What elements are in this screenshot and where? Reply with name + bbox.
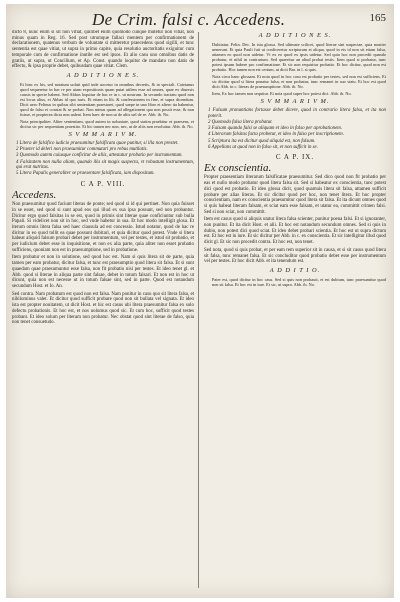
chapter-heading: C A P. IX.: [275, 153, 315, 162]
summary-item: 4 Falsitatem non nulla aliam, quando illa sit magis suspecta, vt robustum instrumentum, qui erat nutritus.: [16, 159, 194, 171]
left-column: [12, 30, 194, 592]
summary-item: 1 Litera de falsifico iudicio praesumitur falsificata quae punitur, si illa non prestet.: [16, 140, 179, 146]
opening-text: dicto 8, nunc enim si sit non vitiat, quilibet enim quomodo cunque mutetur non vitiat, non minus quam in Reg. 16. Sed post utrumque fallaci mentem per confirmationem de declarationem, quatenus verbum de voluntate si mitteretur praecedens quod sigilli, et tunc sententia est quae vitiat, ut supra in primo capite, quia resolutio auctoritatis exiguitur cum temporale cum de confirmatione inutile est sed ipsos. Et alio casu uno omnibus datis de gratiis, ut supra, ut Concilium, et Ap. Const. quando loquitur de mandato non datis de effectu, & ipsa proprie debet, quibusdam quae vitiat. Clem.: [12, 30, 194, 70]
document-page: [6, 4, 394, 598]
addition-text: Et hinc ex his, sed notatum uoluit quid inde uocetur in omnibus decretis, & in speciali. Caietanus quod sequeretur in hac re per uiam expositionis quam putat utilem esse ad omnes, quae ex diuersis causis in specie habent. Sed Abbas loquitur de hac re in c. ut nostrum. In secundo tractatu quod non est locus alius, et Abbas id quo iuris. Et etiam in lib. & confessionem in fine, et supra dicendum. Dicit uero Felinus in quibus sibi sententiam praestaret, quod saepe in uno libro et altero ita habentur, quod de falso ei constat & se probat. Non minus quam ad allegationem qua non possit esse, & non fuisse, et propterea dicta non ualeat. Item haec de non ut de aliis uel de re. Abb. ib. No.: [20, 81, 194, 117]
column-divider: [198, 32, 199, 588]
summary-item: 1 Falsum pronuntians fortasse debet dicere, quod in contrario litera falsa, et ita non poterit.: [208, 108, 386, 119]
running-title: De Crim. falsi c. Accedens.: [92, 10, 286, 29]
page-header: [6, 10, 394, 32]
summary-item: 5 Litera Papalis generaliter se praesentare falsificata, iam dispositum.: [16, 171, 155, 177]
chapter-text-3: Sed contra. Nam probatum est quod non est falsa. Nam ponitur in casu quo sit litera falsa, et nihilominus valet. Et dicitur quod sufficit probare quod non sit bullata vel signata. Et ideo ista est propter nouitatem, ut dicit Host. et hic est casus ubi litera praesumitur falsa ex solo defectu probationis. Et hoc est, et nos uolumus quod sic. Et cum hoc, sufficit quod testes probant. Et ideo solum per literam non probatur. Nec obstat quod sint literae de falso, quia non tenet consuetudo.: [12, 291, 194, 326]
chapter-incipit: Ex conscientia.: [204, 162, 272, 175]
addition-text-2: Nota circa hanc glossam. Et nota quod in hoc casu est probatio per testes, sed non est sufficiens. Et sic dicitur quod si litera ponatur falsa, et non probatur, tunc remanet in suo statu. Et hoc est quod dicit Abb. in c. literas de praesumptione. Abb. ib. No.: [212, 74, 386, 89]
summary-item: 5 Scriptura ita est dicitur quod aliquid est, non falsum.: [208, 138, 316, 144]
summary-item: 6 Appellans ut quod non in falso sit, et non sufficit in se.: [208, 144, 318, 150]
addition-heading: A D D I T I O N E S.: [258, 32, 332, 39]
addition-text-2: Nota principaliter. Aliter sententiam, quod autem in uoluntate, quod statim praebitur et praesens, et dicitur sic per sequentiam praestito. Et hic tamen nec non, nec, ut de aliis non resoluitur. Abb. ib. No.: [20, 118, 194, 129]
summary-list: [204, 108, 386, 150]
summary-list: [12, 141, 194, 177]
chapter-text-3: Sed nota, quod si quis probat, et per eam rem superior sit in causa, et si sit casus quod litera sit falsa, tunc remanet falsa. Et sic concluditur quod probatio debet esse per instrumentum vel per testes. Et hoc dicit Abb. et ita tenendum est.: [204, 247, 386, 265]
addition-text-3: Item, Ex hoc tamen non sequitur. Et nota quod super hoc potest dici. Abb. ib. No.: [212, 91, 352, 96]
chapter-incipit: Accedens.: [12, 189, 57, 202]
summary-item: 2 Praeter id deleri non praesumitur commutari pro rebus mutilatis.: [16, 147, 148, 153]
page-number: 165: [369, 12, 386, 24]
chapter-heading: C A P. VIII.: [80, 180, 126, 189]
summary-heading: S V M M A R I V M.: [68, 130, 138, 138]
summary-item: 3 Quomodo autem cuiusque conficitur de aliis, attestatur probatio per instrumentum.: [16, 153, 183, 159]
summary-item: 4 Literarum falsitas facta probetur, et ideo in falso per inscriptionem.: [208, 132, 344, 138]
right-column: [204, 30, 386, 592]
summary-heading: S V M M A R I V M.: [260, 98, 330, 105]
addition-text: Dubitatur. Felin. Dec. In ista glossa. Sed ultimate scilicet, quod literae sint suspectae, quia nouiter uenerunt. Et quia Pauli fuit ut conficeretur scripturam et aliqua, quod in eis id non sit etiam falsa, attamen eo quod non uidetur. Vt ex eo quod ex ipsis uidetur. Sed quia hoc non procedit quando probatur, et nihil in contrarium. Sed quaeritur an aliud probat testis. Item quod si probatur, tunc potest ipsum habere pro confirmatione. Et sic non requiritur probatio. Et hoc dicitur, quod non est probatio. Hoc tamen non est certum, ut dicit Bar. in l. si quis.: [212, 42, 386, 72]
addition-text-4: Pater est, quod dicitur in hoc casu. Sed si quis non probauit, et est dubium, tunc praesumitur quod non sit falsa. Et hoc est in iure. Et sic, ut supra. Abb. ib. No.: [212, 276, 386, 287]
chapter-text-2: Item probatur et non in solutione, sed quod hoc est. Nam si quis litera sit de parte, quia tamen per eam probatur, dicitur falsa, et tunc est praesumptio quod litera sit falsa. Et si sunt quaedam quae praesumuntur esse falsa, non fit probatio nisi per testes. Et ideo tenet gl. et Abb. quod si literae in aliqua parte sint falsae, debet in totum falsari. Et non est in hoc ut dicunt, quia non est necesse ut in totum falsae sint, sed in parte. Quod est notandum secundum Host. et Io. An.: [12, 255, 194, 289]
summary-item: 3 Falsam quando falsi se aliquam et ideo in falso per aprobationem.: [208, 126, 343, 132]
chapter-text-2: Item est casus quod si aliquis utatur litera falsa scienter, punitur poena falsi. Et si ignoranter, non punitur. Et ita dicit Host. et alii. Et hoc est notandum secundum omnes. Sed si quis in dubio, non potest dici quod sciat. Et ideo debet probari scientia. Et hoc est ut supra dictum est. Et hoc est in iure. Et sic dicitur per Abb. in c. ex conscientia. Et sic intelligitur illud quod dicit gl. Et sic non procedit contra. Et hoc est, non tenet.: [204, 217, 386, 246]
chapter-text: Non praesumitur quod faciunt literas de ponte; sed quod si id qui pertinet. Non quia fuisset in se esset, sed quod si sunt apud eos qui illud ex sua ipsa possunt, sed non probantur. Dicitur ergo quod falsitas in se est, quod in primis sint literae quae conficiuntur sub bulla Papali. Si videlicet non sit in hoc, sed vnde habetur in sua. Et hoc modo intelligit glosa. Et iterum omnis litera falsa sed haec clausula ad est concessio. Istud notatur, quod de hac re dicitur in eo quod tollit ea quae possunt dubitari, et quia dicitur quod potest. Vnde si litera habeat aliquid falsum probari debet per instrumentum, vel per testes, et istud sit probatio, et per iudicium debet esse in inquisitione, et non ex alia parte, quia aliter non esset probatio sufficiens, quoniam non est in praesumptione, sed in probatione.: [12, 202, 194, 253]
chapter-text: Propter praesentiam literarum falsificatae praesumitur. Sed dico quod non fit probatio per eas et nullo modo probatur quod litera falsa sit. Sed si habeatur ex conscientia, tunc potest dici quod est probatio. Et ideo glossa dicit, quod quamuis litera sit falsa, attamen sufficit probare per alias literas. Et sic dicitur quod per hoc, non tenet litera. Et hoc propter conscientiam, nam ex conscientia praesumitur quod litera sit falsa. Et ita dicunt omnes quod si quis habeat literam falsam, et sciat eam esse falsam, et utatur ea, committit crimen falsi. Sed si non sciat, non committit.: [204, 175, 386, 215]
summary-item: 2 Quomodo falsa litera probatur.: [208, 119, 273, 125]
addition-heading: A D D I T I O N E S.: [66, 71, 140, 79]
addition-heading-2: A D D I T I O.: [269, 266, 321, 274]
